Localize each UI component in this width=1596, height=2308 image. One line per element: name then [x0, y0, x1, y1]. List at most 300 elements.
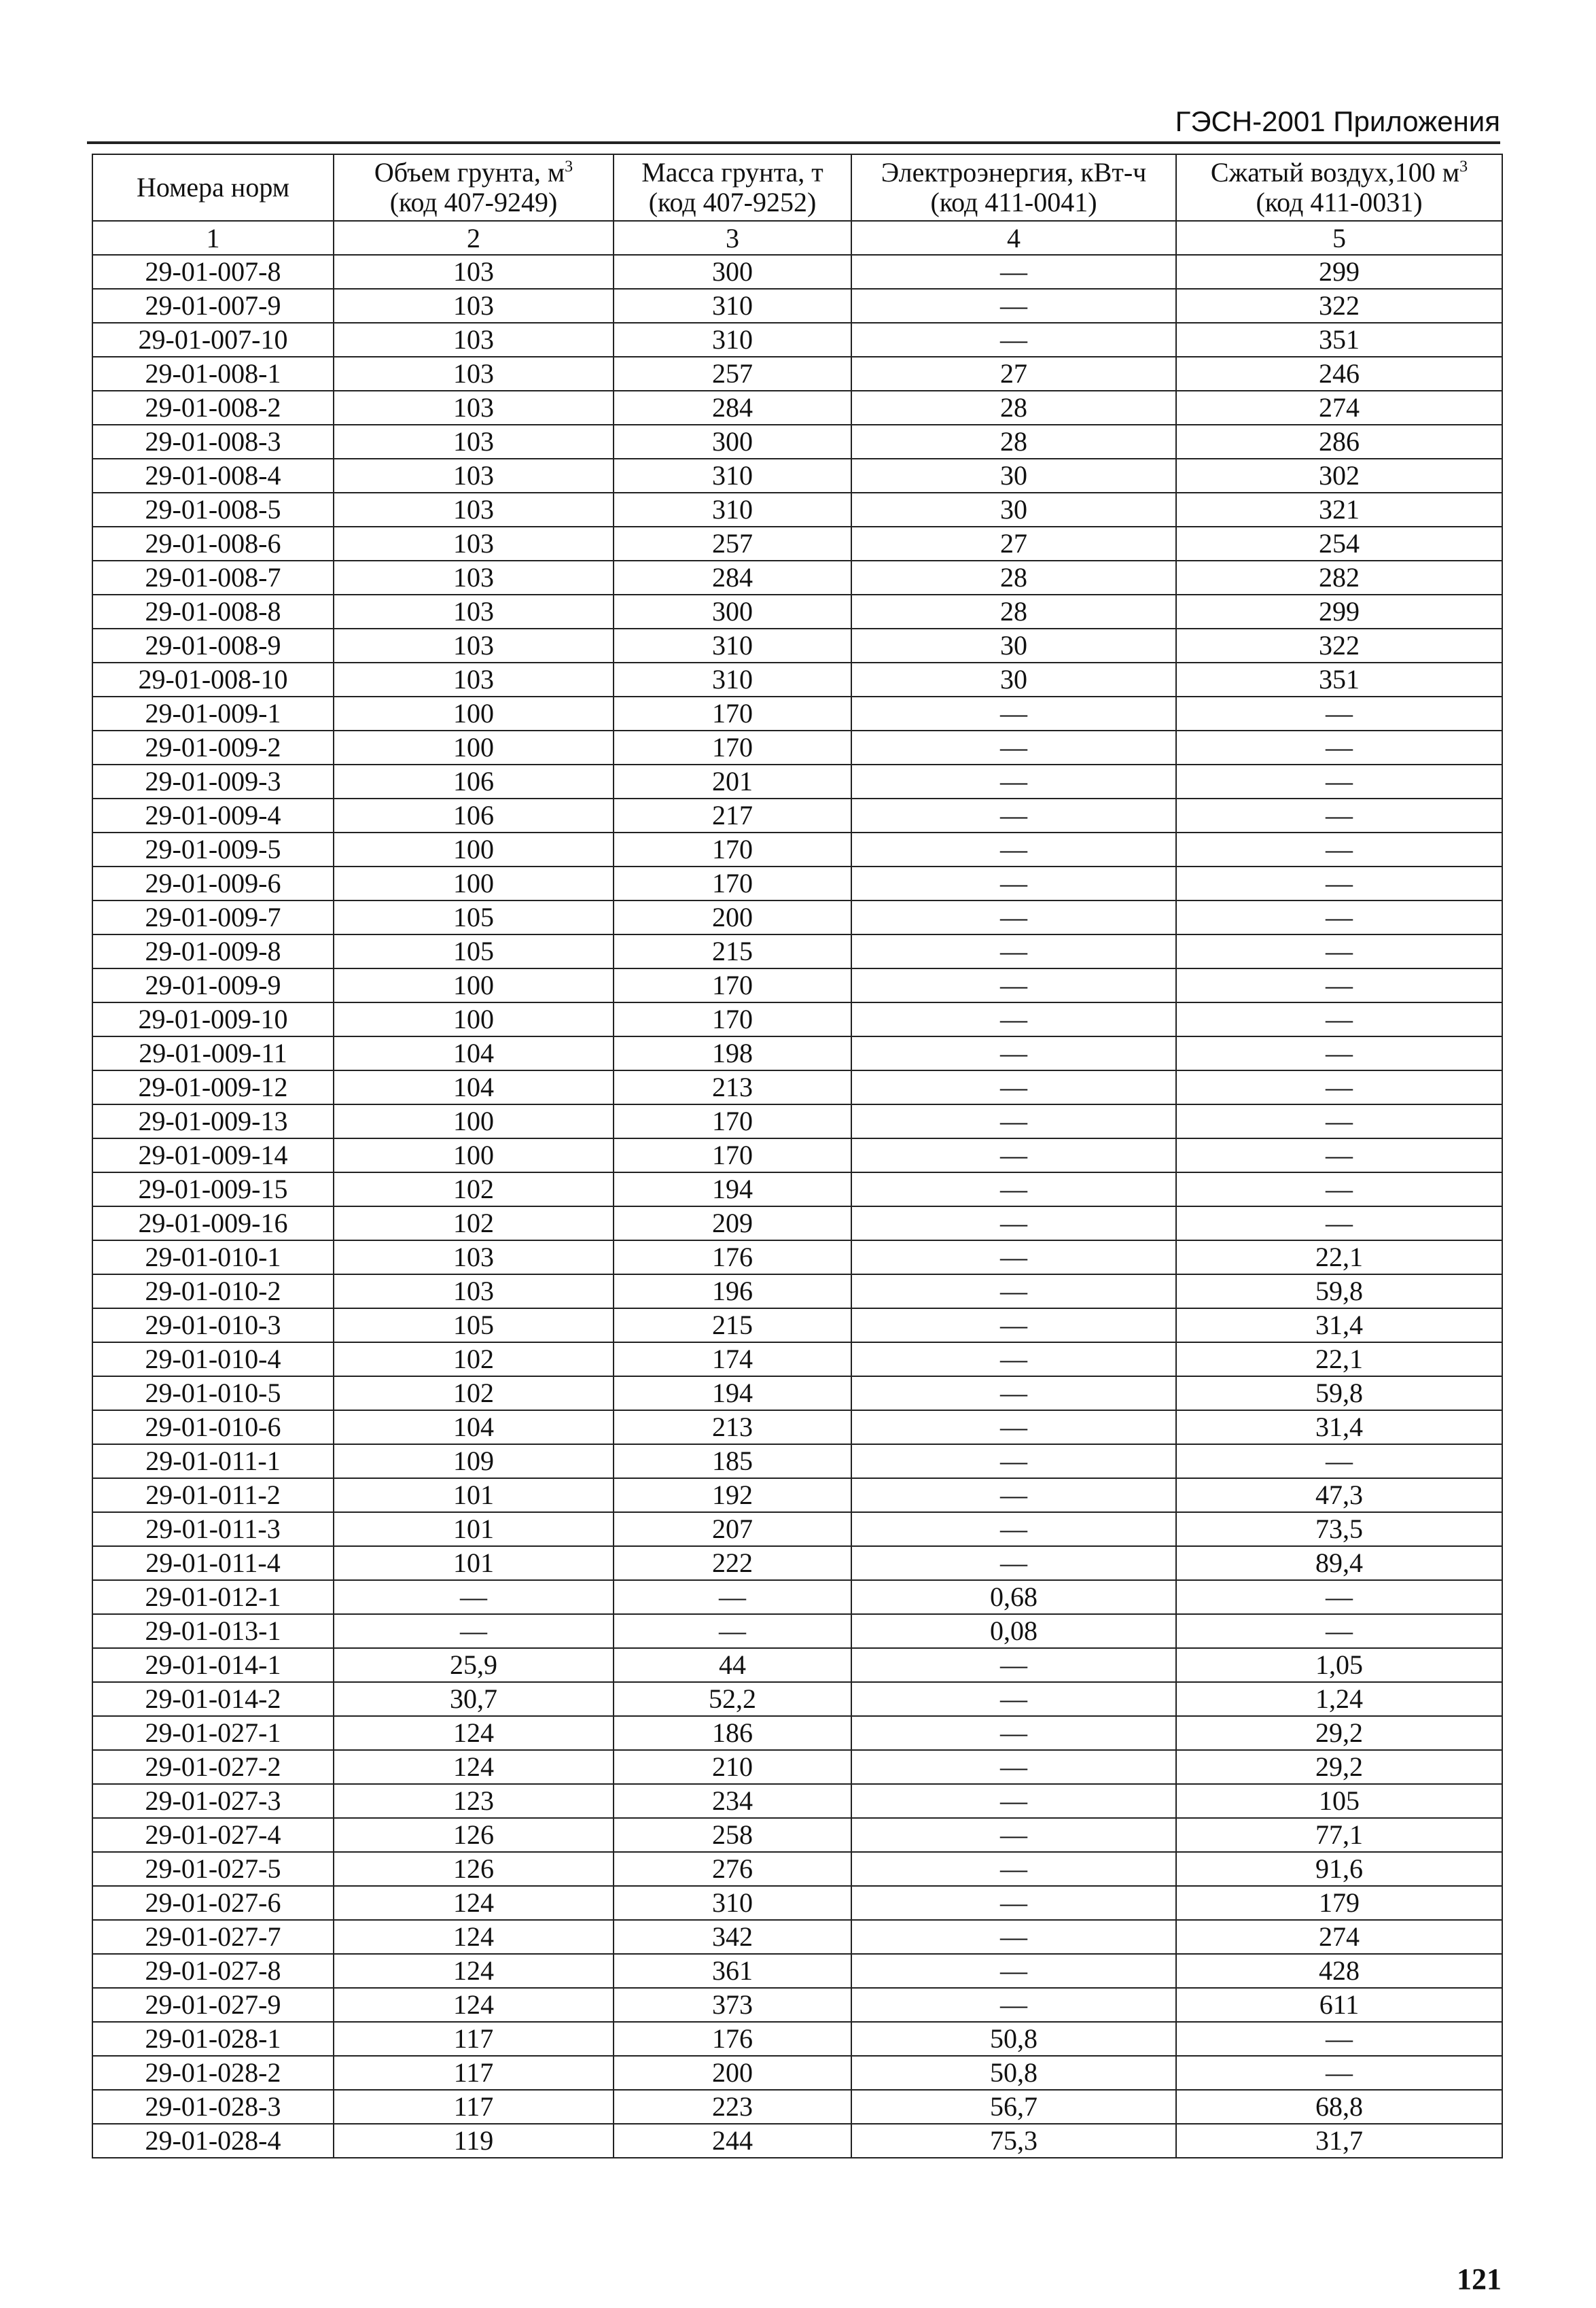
cell-norm-number: 29-01-009-3 — [92, 765, 334, 799]
cell-electricity: — — [851, 1512, 1176, 1546]
cell-soil-mass: 200 — [614, 2056, 851, 2090]
cell-compressed-air: 68,8 — [1176, 2090, 1502, 2124]
cell-soil-mass: 201 — [614, 765, 851, 799]
table-row — [92, 1104, 1502, 1138]
cell-norm-number: 29-01-007-10 — [92, 323, 334, 357]
cell-soil-volume: 100 — [334, 1138, 614, 1172]
cell-soil-mass: 198 — [614, 1036, 851, 1070]
cell-soil-volume: 100 — [334, 697, 614, 731]
cell-soil-mass: 234 — [614, 1784, 851, 1818]
cell-soil-mass: 342 — [614, 1920, 851, 1954]
cell-norm-number: 29-01-028-3 — [92, 2090, 334, 2124]
cell-electricity: — — [851, 1104, 1176, 1138]
cell-soil-mass: 170 — [614, 1002, 851, 1036]
cell-compressed-air: — — [1176, 1036, 1502, 1070]
cell-electricity: 30 — [851, 629, 1176, 663]
cell-norm-number: 29-01-009-13 — [92, 1104, 334, 1138]
cell-electricity: — — [851, 1954, 1176, 1988]
cell-electricity: — — [851, 765, 1176, 799]
cell-norm-number: 29-01-008-3 — [92, 425, 334, 459]
cell-compressed-air: 321 — [1176, 493, 1502, 527]
header-soil-volume: Объем грунта, $м^3$ (код 407-9249) — [334, 154, 614, 221]
table-row — [92, 1444, 1502, 1478]
cell-soil-mass: 215 — [614, 1308, 851, 1342]
table-row — [92, 1512, 1502, 1546]
cell-soil-mass: 194 — [614, 1172, 851, 1206]
cell-compressed-air: — — [1176, 934, 1502, 968]
cell-compressed-air: — — [1176, 2056, 1502, 2090]
cell-electricity: — — [851, 1682, 1176, 1716]
cell-electricity: — — [851, 1444, 1176, 1478]
column-number: 4 — [851, 221, 1176, 255]
cell-soil-volume: 103 — [334, 595, 614, 629]
cell-electricity: 27 — [851, 357, 1176, 391]
cell-soil-volume: 117 — [334, 2090, 614, 2124]
header-soil-mass: Масса грунта, т (код 407-9252) — [614, 154, 851, 221]
cell-norm-number: 29-01-013-1 — [92, 1614, 334, 1648]
cell-norm-number: 29-01-008-8 — [92, 595, 334, 629]
cell-soil-volume: 103 — [334, 561, 614, 595]
cell-compressed-air: — — [1176, 1002, 1502, 1036]
cell-compressed-air: 31,4 — [1176, 1410, 1502, 1444]
cell-compressed-air: — — [1176, 833, 1502, 867]
cell-compressed-air: 322 — [1176, 629, 1502, 663]
cell-electricity: 75,3 — [851, 2124, 1176, 2158]
cell-soil-volume: 103 — [334, 289, 614, 323]
cell-soil-volume: 101 — [334, 1512, 614, 1546]
cell-soil-mass: — — [614, 1580, 851, 1614]
cell-soil-volume: 100 — [334, 833, 614, 867]
cell-soil-volume: 124 — [334, 1716, 614, 1750]
table-row — [92, 391, 1502, 425]
cell-norm-number: 29-01-027-3 — [92, 1784, 334, 1818]
cell-soil-volume: 105 — [334, 934, 614, 968]
table-row — [92, 1784, 1502, 1818]
cell-soil-volume: 109 — [334, 1444, 614, 1478]
cell-soil-volume: 126 — [334, 1818, 614, 1852]
cell-compressed-air: 428 — [1176, 1954, 1502, 1988]
cell-electricity: — — [851, 968, 1176, 1002]
cell-norm-number: 29-01-007-8 — [92, 255, 334, 289]
cell-compressed-air: 47,3 — [1176, 1478, 1502, 1512]
cell-compressed-air: 31,4 — [1176, 1308, 1502, 1342]
table-row — [92, 1172, 1502, 1206]
cell-norm-number: 29-01-008-5 — [92, 493, 334, 527]
cell-soil-mass: 276 — [614, 1852, 851, 1886]
cell-soil-volume: 124 — [334, 1750, 614, 1784]
cell-norm-number: 29-01-027-1 — [92, 1716, 334, 1750]
table-row — [92, 1206, 1502, 1240]
cell-electricity: — — [851, 323, 1176, 357]
cell-soil-volume: 126 — [334, 1852, 614, 1886]
table-row — [92, 934, 1502, 968]
cell-electricity: 30 — [851, 459, 1176, 493]
table-row — [92, 663, 1502, 697]
cell-norm-number: 29-01-008-1 — [92, 357, 334, 391]
cell-electricity: — — [851, 1070, 1176, 1104]
cell-electricity: — — [851, 1784, 1176, 1818]
table-row — [92, 1818, 1502, 1852]
cell-soil-mass: 209 — [614, 1206, 851, 1240]
cell-compressed-air: 59,8 — [1176, 1274, 1502, 1308]
running-header — [87, 102, 1500, 144]
cell-soil-mass: 170 — [614, 867, 851, 901]
cell-norm-number: 29-01-009-10 — [92, 1002, 334, 1036]
cell-compressed-air: — — [1176, 2022, 1502, 2056]
cell-compressed-air: 351 — [1176, 663, 1502, 697]
cell-compressed-air: — — [1176, 697, 1502, 731]
cell-soil-mass: 257 — [614, 527, 851, 561]
column-number: 1 — [92, 221, 334, 255]
cell-norm-number: 29-01-027-4 — [92, 1818, 334, 1852]
cell-compressed-air: 351 — [1176, 323, 1502, 357]
cell-compressed-air: 105 — [1176, 1784, 1502, 1818]
cell-soil-volume: 100 — [334, 968, 614, 1002]
norms-table — [92, 154, 1503, 2158]
cell-soil-volume: 103 — [334, 493, 614, 527]
cell-electricity: 28 — [851, 595, 1176, 629]
table-row — [92, 867, 1502, 901]
cell-compressed-air: — — [1176, 799, 1502, 833]
cell-soil-mass: 213 — [614, 1070, 851, 1104]
cell-compressed-air: 299 — [1176, 255, 1502, 289]
cell-compressed-air: 59,8 — [1176, 1376, 1502, 1410]
cell-soil-mass: 310 — [614, 323, 851, 357]
cell-electricity: — — [851, 731, 1176, 765]
cell-norm-number: 29-01-009-11 — [92, 1036, 334, 1070]
table-row — [92, 629, 1502, 663]
cell-electricity: — — [851, 1920, 1176, 1954]
cell-electricity: — — [851, 1002, 1176, 1036]
cell-compressed-air: — — [1176, 1580, 1502, 1614]
cell-norm-number: 29-01-008-10 — [92, 663, 334, 697]
cell-electricity: 28 — [851, 425, 1176, 459]
cell-soil-mass: 52,2 — [614, 1682, 851, 1716]
cell-norm-number: 29-01-009-15 — [92, 1172, 334, 1206]
cell-compressed-air: 274 — [1176, 391, 1502, 425]
cell-norm-number: 29-01-008-9 — [92, 629, 334, 663]
cell-soil-mass: 300 — [614, 255, 851, 289]
cell-electricity: — — [851, 1274, 1176, 1308]
cell-soil-mass: 244 — [614, 2124, 851, 2158]
cell-electricity: — — [851, 1988, 1176, 2022]
cell-electricity: — — [851, 289, 1176, 323]
cell-soil-volume: 103 — [334, 459, 614, 493]
table-row — [92, 1342, 1502, 1376]
cell-compressed-air: 29,2 — [1176, 1716, 1502, 1750]
cell-soil-volume: 103 — [334, 1274, 614, 1308]
table-row — [92, 765, 1502, 799]
table-header — [92, 154, 1502, 255]
cell-norm-number: 29-01-010-4 — [92, 1342, 334, 1376]
table-row — [92, 2056, 1502, 2090]
cell-soil-volume: 103 — [334, 663, 614, 697]
cell-soil-volume: 106 — [334, 765, 614, 799]
cell-soil-mass: 174 — [614, 1342, 851, 1376]
table-row — [92, 1886, 1502, 1920]
table-row — [92, 833, 1502, 867]
cell-electricity: — — [851, 1818, 1176, 1852]
cell-compressed-air: 274 — [1176, 1920, 1502, 1954]
cell-norm-number: 29-01-027-7 — [92, 1920, 334, 1954]
cell-soil-mass: 258 — [614, 1818, 851, 1852]
cell-compressed-air: — — [1176, 1444, 1502, 1478]
cell-soil-mass: 310 — [614, 663, 851, 697]
cell-soil-mass: 210 — [614, 1750, 851, 1784]
table-row — [92, 289, 1502, 323]
cell-soil-mass: 170 — [614, 731, 851, 765]
cell-soil-mass: 200 — [614, 901, 851, 934]
table-row — [92, 1308, 1502, 1342]
cell-soil-volume: 105 — [334, 1308, 614, 1342]
cell-norm-number: 29-01-009-9 — [92, 968, 334, 1002]
cell-norm-number: 29-01-010-5 — [92, 1376, 334, 1410]
cell-soil-volume: 123 — [334, 1784, 614, 1818]
cell-electricity: — — [851, 1308, 1176, 1342]
cell-compressed-air: 322 — [1176, 289, 1502, 323]
table-row — [92, 561, 1502, 595]
cell-compressed-air: 22,1 — [1176, 1342, 1502, 1376]
table-row — [92, 595, 1502, 629]
cell-norm-number: 29-01-012-1 — [92, 1580, 334, 1614]
cell-compressed-air: 254 — [1176, 527, 1502, 561]
cell-soil-mass: 207 — [614, 1512, 851, 1546]
cell-soil-volume: 124 — [334, 1920, 614, 1954]
cell-electricity: — — [851, 1206, 1176, 1240]
cell-norm-number: 29-01-010-3 — [92, 1308, 334, 1342]
cell-soil-mass: 170 — [614, 968, 851, 1002]
cell-norm-number: 29-01-009-2 — [92, 731, 334, 765]
cell-soil-mass: 310 — [614, 493, 851, 527]
cell-soil-volume: 100 — [334, 731, 614, 765]
column-number: 5 — [1176, 221, 1502, 255]
cell-norm-number: 29-01-009-7 — [92, 901, 334, 934]
table-row — [92, 1036, 1502, 1070]
cell-norm-number: 29-01-010-2 — [92, 1274, 334, 1308]
table-row — [92, 799, 1502, 833]
header-electricity: Электроэнергия, кВт-ч (код 411-0041) — [851, 154, 1176, 221]
cell-soil-volume: 124 — [334, 1988, 614, 2022]
table-row — [92, 2022, 1502, 2056]
cell-electricity: 28 — [851, 561, 1176, 595]
cell-electricity: — — [851, 867, 1176, 901]
cell-compressed-air: 31,7 — [1176, 2124, 1502, 2158]
cell-soil-mass: 373 — [614, 1988, 851, 2022]
table-row — [92, 1002, 1502, 1036]
cell-soil-mass: 170 — [614, 1104, 851, 1138]
cell-soil-volume: 103 — [334, 391, 614, 425]
table-row — [92, 1240, 1502, 1274]
cell-compressed-air: — — [1176, 731, 1502, 765]
cell-soil-volume: 101 — [334, 1478, 614, 1512]
cell-electricity: — — [851, 1648, 1176, 1682]
table-row — [92, 1274, 1502, 1308]
cell-soil-volume: 103 — [334, 629, 614, 663]
table-row — [92, 1750, 1502, 1784]
cell-soil-volume: 104 — [334, 1410, 614, 1444]
cell-soil-mass: 300 — [614, 595, 851, 629]
table-row — [92, 2124, 1502, 2158]
table-row — [92, 425, 1502, 459]
table-row — [92, 1852, 1502, 1886]
cell-electricity: 50,8 — [851, 2056, 1176, 2090]
cell-compressed-air: 286 — [1176, 425, 1502, 459]
cell-soil-mass: 192 — [614, 1478, 851, 1512]
cell-electricity: — — [851, 1750, 1176, 1784]
cell-soil-volume: 106 — [334, 799, 614, 833]
table-row — [92, 2090, 1502, 2124]
table-row — [92, 527, 1502, 561]
cell-soil-volume: 103 — [334, 255, 614, 289]
table-row — [92, 1920, 1502, 1954]
cell-soil-mass: 213 — [614, 1410, 851, 1444]
cell-electricity: — — [851, 934, 1176, 968]
table-row — [92, 1376, 1502, 1410]
header-compressed-air: Сжатый воздух,100 $м^3$ (код 411-0031) — [1176, 154, 1502, 221]
cell-norm-number: 29-01-027-2 — [92, 1750, 334, 1784]
cell-soil-mass: 186 — [614, 1716, 851, 1750]
cell-electricity: — — [851, 1852, 1176, 1886]
column-number-row — [92, 221, 1502, 255]
cell-electricity: — — [851, 1240, 1176, 1274]
cell-norm-number: 29-01-027-9 — [92, 1988, 334, 2022]
cell-compressed-air: 1,24 — [1176, 1682, 1502, 1716]
cell-soil-volume: 117 — [334, 2022, 614, 2056]
cell-soil-mass: 361 — [614, 1954, 851, 1988]
cell-compressed-air: — — [1176, 1104, 1502, 1138]
cell-electricity: — — [851, 1172, 1176, 1206]
cell-norm-number: 29-01-011-2 — [92, 1478, 334, 1512]
cell-soil-mass: 194 — [614, 1376, 851, 1410]
table-row — [92, 493, 1502, 527]
header-norm-numbers: Номера норм — [92, 154, 334, 221]
table-row — [92, 901, 1502, 934]
cell-compressed-air: — — [1176, 968, 1502, 1002]
cell-soil-volume: 124 — [334, 1886, 614, 1920]
cell-norm-number: 29-01-027-6 — [92, 1886, 334, 1920]
cell-compressed-air: — — [1176, 765, 1502, 799]
cell-compressed-air: — — [1176, 1614, 1502, 1648]
cell-soil-mass: 310 — [614, 1886, 851, 1920]
cell-compressed-air: 302 — [1176, 459, 1502, 493]
cell-soil-volume: 103 — [334, 425, 614, 459]
column-number: 2 — [334, 221, 614, 255]
cell-norm-number: 29-01-014-1 — [92, 1648, 334, 1682]
cell-soil-volume: 119 — [334, 2124, 614, 2158]
cell-soil-volume: 100 — [334, 867, 614, 901]
table-row — [92, 459, 1502, 493]
cell-electricity: — — [851, 1478, 1176, 1512]
table-row — [92, 697, 1502, 731]
table-row — [92, 1478, 1502, 1512]
cell-compressed-air: — — [1176, 901, 1502, 934]
cell-compressed-air: 611 — [1176, 1988, 1502, 2022]
cell-compressed-air: — — [1176, 1070, 1502, 1104]
cell-norm-number: 29-01-014-2 — [92, 1682, 334, 1716]
cell-soil-volume: 25,9 — [334, 1648, 614, 1682]
cell-compressed-air: — — [1176, 1172, 1502, 1206]
cell-norm-number: 29-01-009-4 — [92, 799, 334, 833]
table-row — [92, 1648, 1502, 1682]
cell-compressed-air: 89,4 — [1176, 1546, 1502, 1580]
cell-norm-number: 29-01-028-4 — [92, 2124, 334, 2158]
table-row — [92, 1070, 1502, 1104]
cell-soil-volume: 102 — [334, 1376, 614, 1410]
cell-soil-volume: — — [334, 1580, 614, 1614]
table-row — [92, 1988, 1502, 2022]
cell-soil-mass: 170 — [614, 833, 851, 867]
cell-soil-volume: 102 — [334, 1342, 614, 1376]
cell-soil-mass: 170 — [614, 1138, 851, 1172]
cell-compressed-air: 91,6 — [1176, 1852, 1502, 1886]
cell-norm-number: 29-01-011-1 — [92, 1444, 334, 1478]
table-row — [92, 1716, 1502, 1750]
table-row — [92, 1954, 1502, 1988]
cell-compressed-air: 299 — [1176, 595, 1502, 629]
cell-soil-volume: 104 — [334, 1036, 614, 1070]
cell-soil-mass: 223 — [614, 2090, 851, 2124]
cell-electricity: — — [851, 255, 1176, 289]
cell-compressed-air: 22,1 — [1176, 1240, 1502, 1274]
cell-soil-volume: 103 — [334, 1240, 614, 1274]
column-number: 3 — [614, 221, 851, 255]
cell-soil-volume: 102 — [334, 1172, 614, 1206]
cell-soil-mass: 310 — [614, 459, 851, 493]
cell-electricity: — — [851, 697, 1176, 731]
cell-electricity: — — [851, 1410, 1176, 1444]
cell-soil-mass: 300 — [614, 425, 851, 459]
cell-compressed-air: 1,05 — [1176, 1648, 1502, 1682]
cell-norm-number: 29-01-008-4 — [92, 459, 334, 493]
cell-soil-volume: 104 — [334, 1070, 614, 1104]
cell-compressed-air: 179 — [1176, 1886, 1502, 1920]
table-row — [92, 1410, 1502, 1444]
cell-electricity: — — [851, 1716, 1176, 1750]
cell-soil-volume: 100 — [334, 1104, 614, 1138]
cell-electricity: 0,68 — [851, 1580, 1176, 1614]
cell-norm-number: 29-01-028-1 — [92, 2022, 334, 2056]
cell-compressed-air: 282 — [1176, 561, 1502, 595]
cell-electricity: 30 — [851, 493, 1176, 527]
cell-soil-volume: 100 — [334, 1002, 614, 1036]
cell-compressed-air: 73,5 — [1176, 1512, 1502, 1546]
cell-soil-mass: 222 — [614, 1546, 851, 1580]
table-body — [92, 255, 1502, 2158]
cell-norm-number: 29-01-009-14 — [92, 1138, 334, 1172]
cell-norm-number: 29-01-009-6 — [92, 867, 334, 901]
cell-norm-number: 29-01-010-1 — [92, 1240, 334, 1274]
cell-soil-mass: 44 — [614, 1648, 851, 1682]
cell-soil-volume: 103 — [334, 323, 614, 357]
table-row — [92, 1546, 1502, 1580]
cell-soil-volume: 124 — [334, 1954, 614, 1988]
header-row — [92, 154, 1502, 221]
cell-soil-volume: 30,7 — [334, 1682, 614, 1716]
cell-soil-volume: 117 — [334, 2056, 614, 2090]
cell-soil-mass: 284 — [614, 561, 851, 595]
table-row — [92, 1580, 1502, 1614]
cell-norm-number: 29-01-028-2 — [92, 2056, 334, 2090]
table-row — [92, 731, 1502, 765]
cell-electricity: 50,8 — [851, 2022, 1176, 2056]
cell-soil-mass: 196 — [614, 1274, 851, 1308]
cell-norm-number: 29-01-009-16 — [92, 1206, 334, 1240]
cell-soil-volume: 103 — [334, 527, 614, 561]
cell-soil-mass: 185 — [614, 1444, 851, 1478]
cell-compressed-air: 29,2 — [1176, 1750, 1502, 1784]
cell-electricity: — — [851, 1376, 1176, 1410]
table-row — [92, 1682, 1502, 1716]
